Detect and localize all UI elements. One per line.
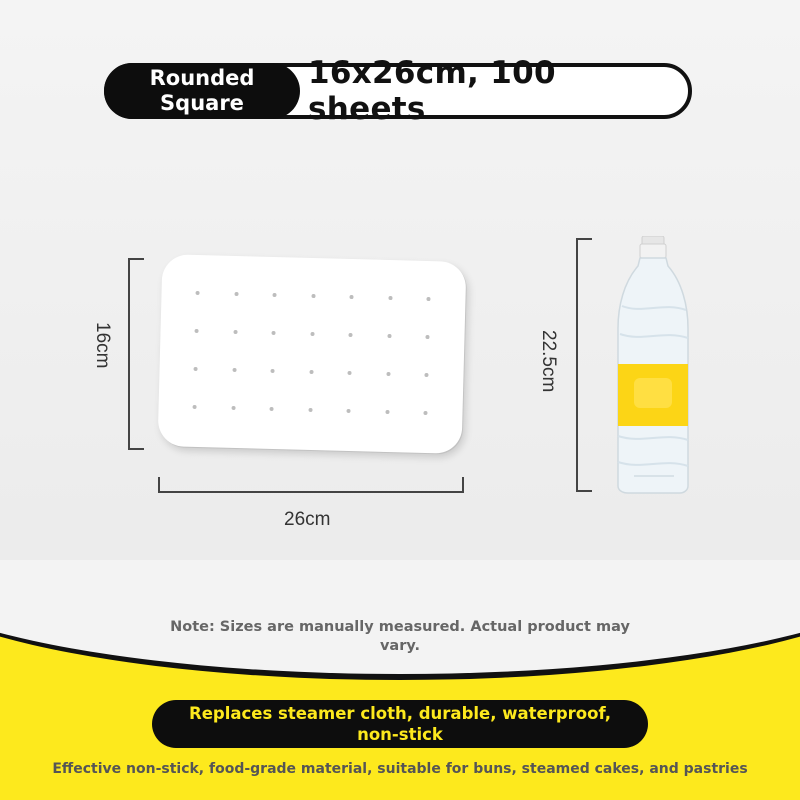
height-label: 16cm [92, 322, 113, 369]
spec-header-pill [104, 55, 692, 127]
sheet-hole [269, 407, 273, 411]
bottle-dimension-line [576, 238, 578, 492]
sheet-hole [233, 330, 237, 334]
sheet-hole [193, 405, 197, 409]
height-dimension-tick-bottom [128, 448, 144, 450]
sheet-hole [231, 406, 235, 410]
sheet-hole [386, 372, 390, 376]
sheet-hole [426, 297, 430, 301]
sheet-hole [347, 371, 351, 375]
spec-label: 16x26cm, 100 sheets [308, 55, 556, 127]
sheet-hole [346, 409, 350, 413]
width-dimension-line [158, 491, 464, 493]
sheet-hole [272, 293, 276, 297]
bottle-dimension-tick-bottom [576, 490, 592, 492]
sheet-hole [388, 296, 392, 300]
sheet-hole [308, 408, 312, 412]
sheet-hole [349, 295, 353, 299]
features-caption: Effective non-stick, food-grade material, suitable for buns, steamed cakes, and pastries [52, 761, 748, 777]
sheet-hole [309, 370, 313, 374]
water-bottle-image [612, 236, 696, 494]
sheet-hole [232, 368, 236, 372]
steamer-paper-sheet [158, 254, 467, 454]
sheet-hole [194, 367, 198, 371]
sheet-hole [234, 292, 238, 296]
height-dimension-line [128, 258, 130, 450]
sheet-hole [311, 294, 315, 298]
bottle-label: 22.5cm [538, 330, 559, 393]
sheet-hole [195, 329, 199, 333]
sheet-hole [425, 335, 429, 339]
shape-label: Rounded Square [104, 63, 300, 119]
sheet-hole [196, 291, 200, 295]
sheet-hole [387, 334, 391, 338]
width-label: 26cm [284, 509, 331, 530]
sheet-hole [348, 333, 352, 337]
width-dimension-tick-right [462, 477, 464, 493]
height-dimension-tick-top [128, 258, 144, 260]
measurement-note: Note: Sizes are manually measured. Actual product may vary. [170, 619, 630, 654]
bottle-dimension-tick-top [576, 238, 592, 240]
sheet-hole [270, 369, 274, 373]
width-dimension-tick-left [158, 477, 160, 493]
sheet-hole [271, 331, 275, 335]
sheet-hole [385, 410, 389, 414]
sheet-hole [424, 373, 428, 377]
sheet-hole [423, 411, 427, 415]
features-banner: Replaces steamer cloth, durable, waterproof, non-stick [152, 700, 648, 748]
sheet-hole [310, 332, 314, 336]
